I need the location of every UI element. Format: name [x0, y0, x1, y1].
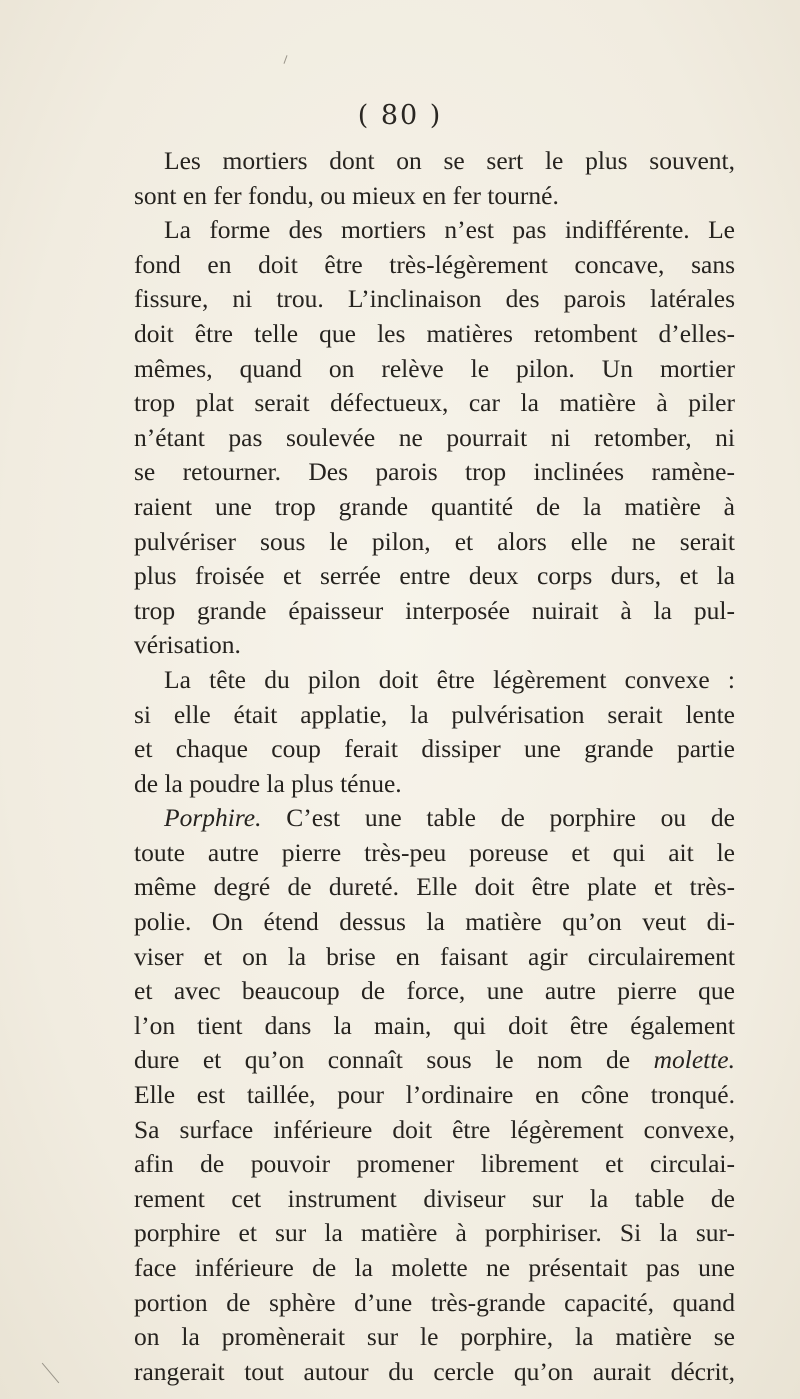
- text-line: [134, 594, 735, 629]
- text-segment: l’on tient dans la main, qui doit être également: [134, 1010, 735, 1040]
- text-segment: se retourner. Des parois trop inclinées ramène-: [134, 457, 735, 487]
- text-segment: fissure, ni trou. L’inclinaison des parois latérales: [134, 284, 735, 314]
- text-line: [134, 1043, 735, 1078]
- text-segment: mêmes, quand on relève le pilon. Un mortier: [134, 353, 735, 383]
- text-segment: rangerait tout autour du cercle qu’on aurait décrit,: [134, 1356, 735, 1386]
- text-segment: trop plat serait défectueux, car la matière à piler: [134, 388, 735, 418]
- italic-term: molette.: [653, 1045, 735, 1075]
- text-line: [134, 1078, 735, 1113]
- text-segment: raient une trop grande quantité de la matière à: [134, 491, 735, 521]
- text-line: [134, 352, 735, 387]
- text-segment: sont en fer fondu, ou mieux en fer tourné.: [134, 180, 559, 210]
- text-segment: et avec beaucoup de force, une autre pierre que: [134, 976, 735, 1006]
- text-line: [134, 317, 735, 352]
- text-line: [134, 525, 735, 560]
- text-line: [134, 732, 735, 767]
- text-segment: Les mortiers dont on se sert le plus souvent,: [164, 146, 735, 175]
- text-segment: C’est une table de porphire ou de: [261, 803, 735, 833]
- text-line: [134, 698, 735, 733]
- text-segment: plus froisée et serrée entre deux corps durs, et la: [134, 561, 735, 591]
- text-segment: portion de sphère d’une très-grande capacité, quand: [134, 1287, 735, 1317]
- page-blemish-top: [283, 55, 287, 64]
- text-line: [134, 663, 735, 698]
- text-line: [134, 767, 735, 802]
- text-segment: toute autre pierre très-peu poreuse et qui ait le: [134, 837, 735, 867]
- text-segment: pulvériser sous le pilon, et alors elle ne serait: [134, 526, 735, 556]
- text-segment: et chaque coup ferait dissiper une grande partie: [134, 734, 735, 764]
- text-line: [134, 1286, 735, 1321]
- page-number: ( 80 ): [357, 100, 443, 131]
- text-line: [134, 455, 735, 490]
- text-line: [134, 1355, 735, 1390]
- text-line: [134, 1009, 735, 1044]
- text-segment: porphire et sur la matière à porphiriser. Si la sur-: [134, 1218, 735, 1248]
- text-segment: on la promènerait sur le porphire, la matière se: [134, 1322, 735, 1352]
- text-line: [134, 1147, 735, 1182]
- text-segment: face inférieure de la molette ne présentait pas une: [134, 1253, 735, 1282]
- italic-term: Porphire.: [164, 803, 262, 833]
- text-line: [134, 1216, 735, 1251]
- text-segment: La tête du pilon doit être légèrement convexe :: [164, 664, 735, 694]
- text-line: [134, 421, 735, 456]
- text-segment: rement cet instrument diviseur sur la table de: [134, 1183, 735, 1213]
- text-segment: afin de pouvoir promener librement et circulai-: [134, 1149, 735, 1179]
- text-line: [134, 179, 735, 214]
- text-segment: Sa surface inférieure doit être légèrement convexe,: [134, 1114, 735, 1144]
- text-line: [134, 213, 735, 248]
- text-line: [134, 905, 735, 940]
- text-line: [134, 386, 735, 421]
- text-line: [134, 144, 735, 179]
- text-line: [134, 248, 735, 283]
- text-segment: Elle est taillée, pour l’ordinaire en cône tronqué.: [134, 1080, 735, 1110]
- page-blemish-bottom: [42, 1363, 59, 1384]
- text-segment: vérisation.: [134, 630, 241, 660]
- text-line: [134, 490, 735, 525]
- text-line: [134, 1182, 735, 1217]
- text-line: [134, 282, 735, 317]
- text-line: [134, 974, 735, 1009]
- text-segment: doit être telle que les matières retombent d’elles-: [134, 318, 735, 348]
- text-segment: de la poudre la plus ténue.: [134, 768, 402, 798]
- text-line: [134, 628, 735, 663]
- text-segment: trop grande épaisseur interposée nuirait à la pul-: [134, 595, 735, 625]
- text-segment: même degré de dureté. Elle doit être plate et très-: [134, 872, 735, 902]
- text-segment: La forme des mortiers n’est pas indifférente. Le: [164, 215, 735, 245]
- text-segment: n’étant pas soulevée ne pourrait ni retomber, ni: [134, 422, 735, 452]
- text-segment: fond en doit être très-légèrement concave, sans: [134, 249, 735, 279]
- body-text: [134, 144, 735, 1389]
- text-line: [134, 940, 735, 975]
- text-segment: si elle était applatie, la pulvérisation serait lente: [134, 699, 735, 729]
- text-line: [134, 559, 735, 594]
- text-line: [134, 870, 735, 905]
- text-line: [134, 1251, 735, 1286]
- text-line: [134, 1320, 735, 1355]
- text-segment: dure et qu’on connaît sous le nom de: [134, 1045, 654, 1075]
- text-segment: polie. On étend dessus la matière qu’on veut di-: [134, 907, 735, 937]
- text-segment: viser et on la brise en faisant agir circulairement: [134, 941, 735, 971]
- text-line: [134, 801, 735, 836]
- text-line: [134, 1113, 735, 1148]
- text-line: [134, 836, 735, 871]
